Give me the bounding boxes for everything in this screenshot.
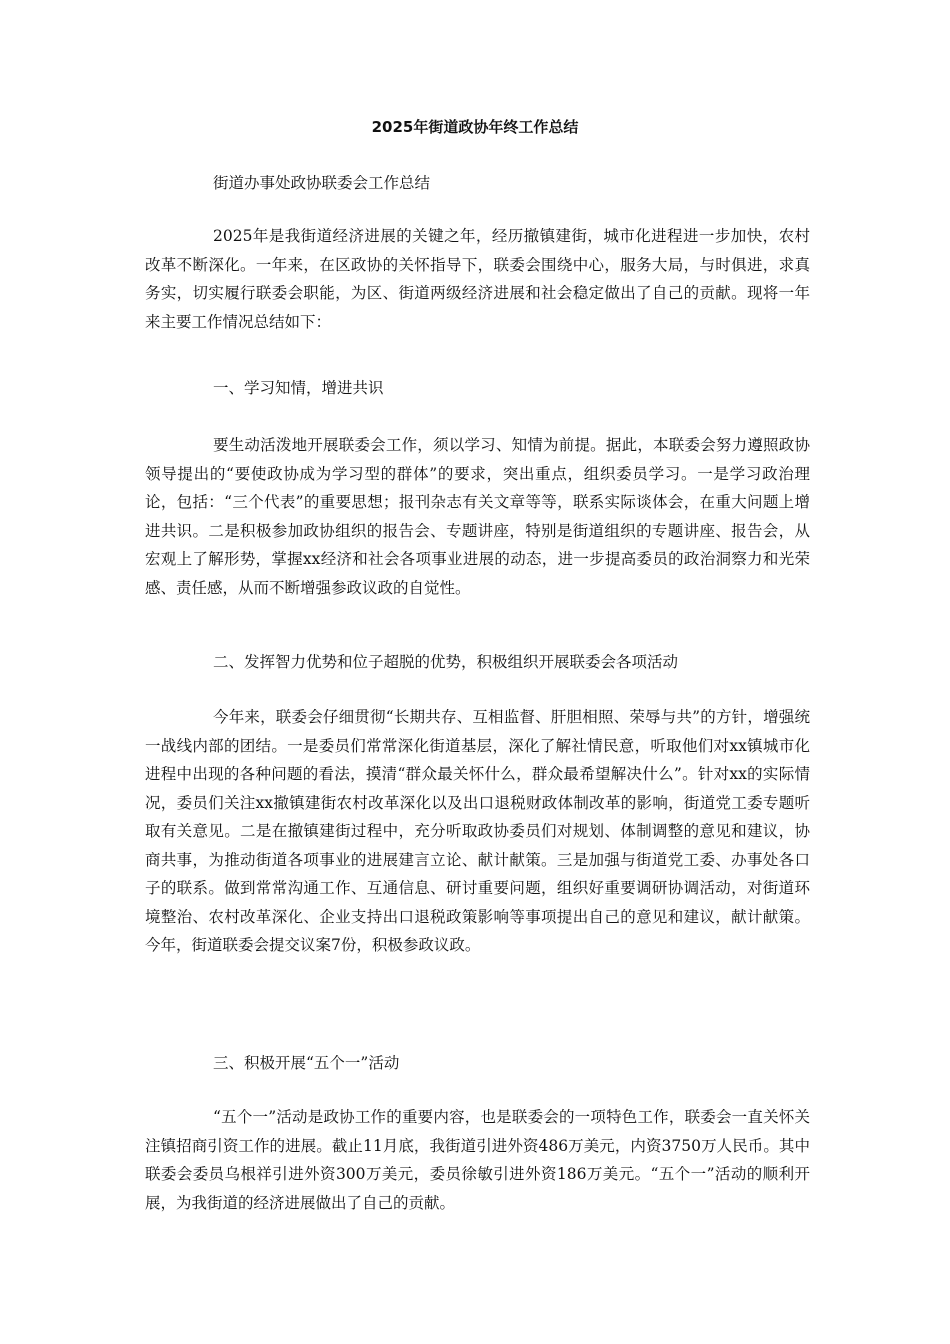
section-2-heading: 二、发挥智力优势和位子超脱的优势，积极组织开展联委会各项活动 <box>213 653 679 671</box>
intro-paragraph: 2025年是我街道经济进展的关键之年，经历撤镇建街，城市化进程进一步加快，农村改革不断深化。一年来，在区政协的关怀指导下，联委会围绕中心，服务大局，与时俱进，求真务实，切实履行联委会职能，为区、街道两级经济进展和社会稳定做出了自己的贡献。现将一年来主要工作情况总结如下： <box>145 227 810 331</box>
section-1-paragraph: 要生动活泼地开展联委会工作，须以学习、知情为前提。据此，本联委会努力遵照政协领导提出的“要使政协成为学习型的群体”的要求，突出重点，组织委员学习。一是学习政治理论，包括：“三个代表”的重要思想；报刊杂志有关文章等等，联系实际谈体会，在重大问题上增进共识。二是积极参加政协组织的报告会、专题讲座，特别是街道组织的专题讲座、报告会，从宏观上了解形势，掌握xx经济和社会各项事业进展的动态，进一步提高委员的政治洞察力和光荣感、责任感，从而不断增强参政议政的自觉性。 <box>145 436 810 597</box>
section-3-paragraph: “五个一”活动是政协工作的重要内容，也是联委会的一项特色工作，联委会一直关怀关注镇招商引资工作的进展。截止11月底，我街道引进外资486万美元，内资3750万人民币。其中联委会委员乌根祥引进外资300万美元，委员徐敏引进外资186万美元。“五个一”活动的顺利开展，为我街道的经济进展做出了自己的贡献。 <box>145 1108 810 1212</box>
section-1-heading: 一、学习知情，增进共识 <box>213 379 384 397</box>
document-title: 2025年街道政协年终工作总结 <box>371 118 579 136</box>
document-subtitle: 街道办事处政协联委会工作总结 <box>213 174 431 192</box>
section-2-paragraph: 今年来，联委会仔细贯彻“长期共存、互相监督、肝胆相照、荣辱与共”的方针，增强统一战线内部的团结。一是委员们常常深化街道基层，深化了解社情民意，听取他们对xx镇城市化进程中出现的各种问题的看法，摸清“群众最关怀什么，群众最希望解决什么”。针对xx的实际情况，委员们关注xx撤镇建街农村改革深化以及出口退税财政体制改革的影响，街道党工委专题听取有关意见。二是在撤镇建街过程中，充分听取政协委员们对规划、体制调整的意见和建议，协商共事，为推动街道各项事业的进展建言立论、献计献策。三是加强与街道党工委、办事处各口子的联系。做到常常沟通工作、互通信息、研讨重要问题，组织好重要调研协调活动，对街道环境整治、农村改革深化、企业支持出口退税政策影响等事项提出自己的意见和建议，献计献策。今年，街道联委会提交议案7份，积极参政议政。 <box>145 708 810 954</box>
section-3-heading: 三、积极开展“五个一”活动 <box>213 1054 400 1072</box>
